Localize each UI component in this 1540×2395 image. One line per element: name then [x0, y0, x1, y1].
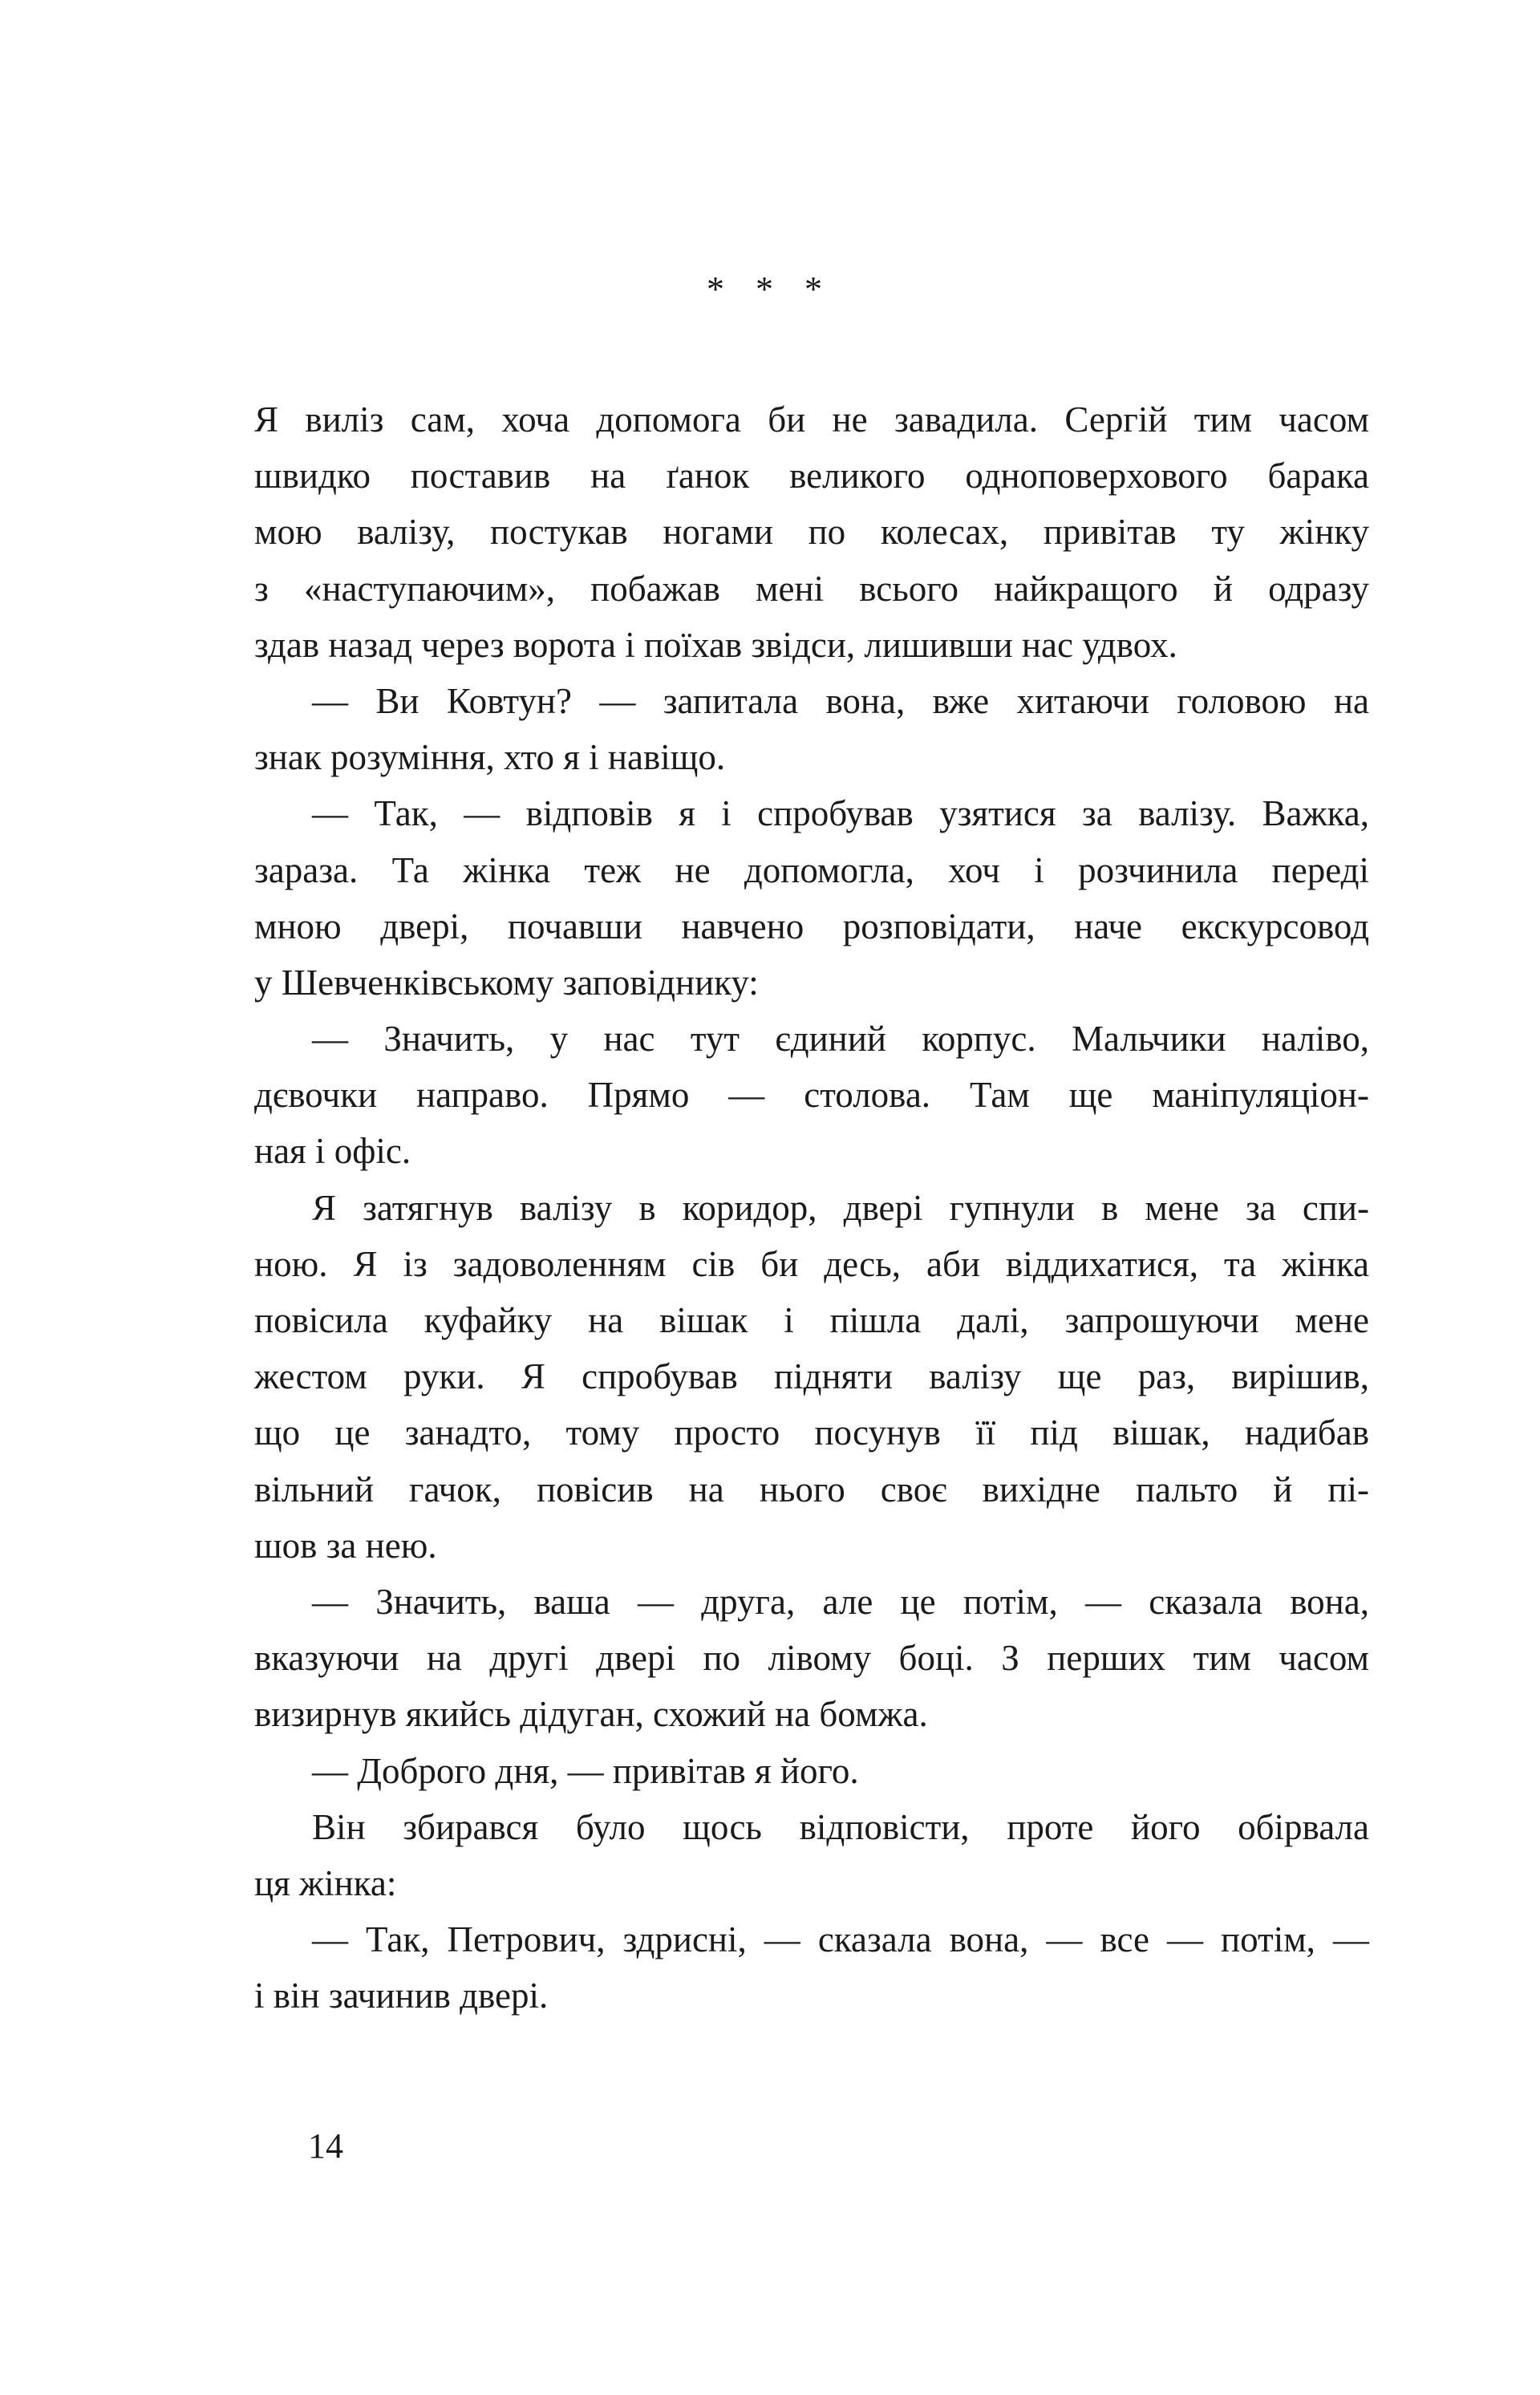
text-line: повісила куфайку на вішак і пішла далі, запрошуючи мене: [254, 1300, 1369, 1340]
text-line: мою валізу, постукав ногами по колесах, привітав ту жінку: [254, 512, 1369, 553]
text-line: і він зачинив двері.: [254, 1976, 549, 2016]
text-line: дєвочки направо. Прямо — столова. Там ще маніпуляціон-: [254, 1075, 1369, 1116]
section-break: * * *: [707, 269, 833, 309]
text-line: — Ви Ковтун? — запитала вона, вже хитаючи головою на: [312, 680, 1369, 721]
text-line: вказуючи на другі двері по лівому боці. З перших тим часом: [254, 1638, 1369, 1679]
text-line: шов за нею.: [254, 1525, 437, 1566]
text-line: жестом руки. Я спробував підняти валізу ще раз, вирішив,: [254, 1356, 1369, 1397]
text-line: з «наступаючим», побажав мені всього найкращого й одразу: [254, 568, 1369, 609]
text-line: ною. Я із задоволенням сів би десь, аби віддихатися, та жінка: [254, 1243, 1369, 1284]
text-line: Він збирався було щось відповісти, проте його обірвала: [312, 1806, 1369, 1847]
text-line: мною двері, почавши навчено розповідати, наче екскурсовод: [254, 906, 1369, 946]
text-line: Я виліз сам, хоча допомога би не завадила. Сергій тим часом: [254, 399, 1369, 440]
text-line: вільний гачок, повісив на нього своє вихідне пальто й пі-: [254, 1469, 1369, 1510]
text-line: — Доброго дня, — привітав я його.: [312, 1750, 859, 1791]
text-line: визирнув якийсь дідуган, схожий на бомжа.: [254, 1694, 928, 1735]
text-line: здав назад через ворота і поїхав звідси, лишивши нас удвох.: [254, 624, 1177, 665]
text-line: у Шевченківському заповіднику:: [254, 962, 759, 1003]
text-line: зараза. Та жінка теж не допомогла, хоч і розчинила переді: [254, 849, 1369, 890]
page-number: 14: [308, 2126, 343, 2166]
text-line: — Так, Петрович, здрисні, — сказала вона, — все — потім, —: [312, 1919, 1369, 1960]
body-text: [254, 391, 1369, 2024]
text-line: швидко поставив на ґанок великого одноповерхового барака: [254, 456, 1369, 496]
text-line: — Значить, ваша — друга, але це потім, — сказала вона,: [312, 1581, 1369, 1622]
text-line: знак розуміння, хто я і навіщо.: [254, 737, 726, 778]
text-line: Я затягнув валізу в коридор, двері гупнули в мене за спи-: [312, 1187, 1369, 1228]
text-line: — Значить, у нас тут єдиний корпус. Мальчики наліво,: [312, 1019, 1369, 1060]
text-line: — Так, — відповів я і спробував узятися за валізу. Важка,: [312, 793, 1369, 834]
text-line: ця жінка:: [254, 1862, 397, 1903]
text-line: ная і офіс.: [254, 1131, 411, 1172]
text-line: що це занадто, тому просто посунув її під вішак, надибав: [254, 1412, 1369, 1453]
